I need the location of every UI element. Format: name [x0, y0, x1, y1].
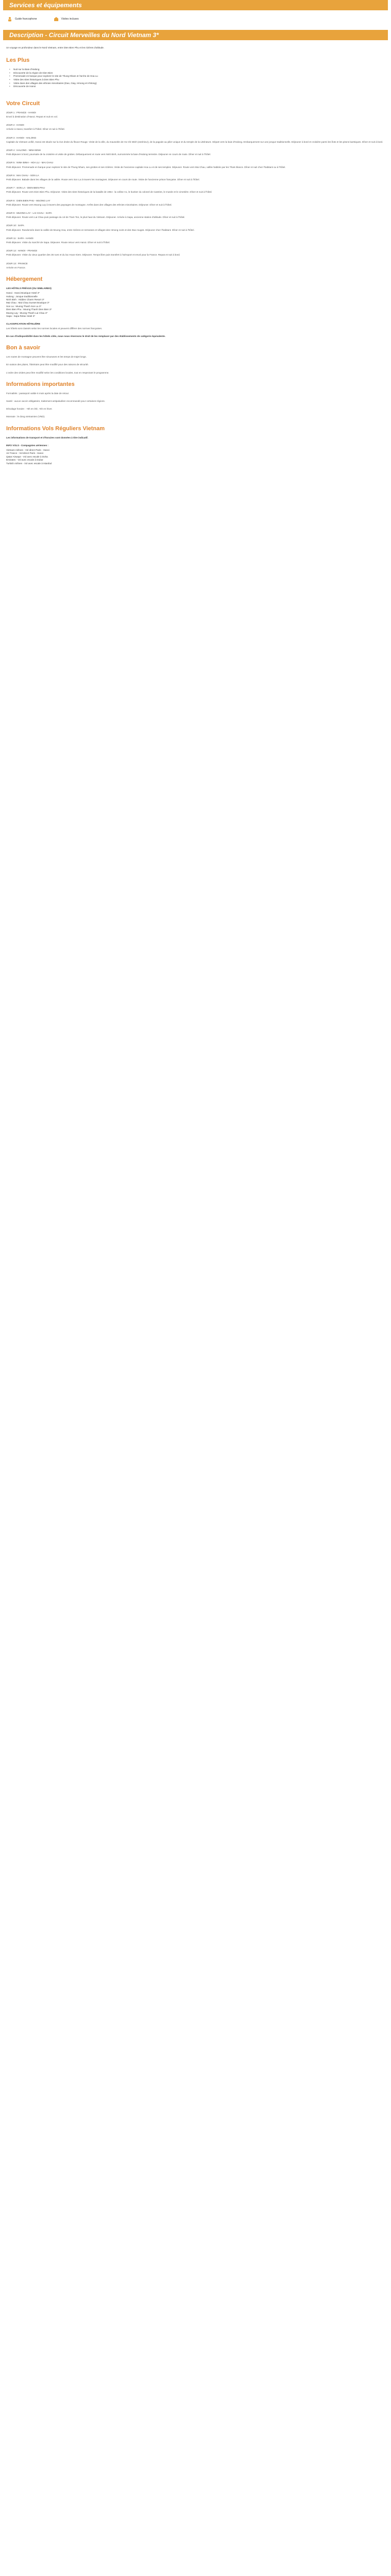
service-visits — [54, 16, 79, 22]
day-text: Petit déjeuner. Route vers Muong Lay à travers des paysages de montagne. Arrêts dans des villages des ethnies minoritaires. Déjeuner. Dîner et nuit à l'hôtel. — [6, 203, 172, 206]
plus-item: • Découverte de la région de Dien Bien — [9, 72, 385, 75]
day-block — [6, 249, 385, 257]
plus-title: Les Plus — [6, 57, 30, 64]
plus-item: • Visite des sites historiques à Dien Bien Phu — [9, 78, 385, 82]
flight-item: Turkish Airlines - Vol avec escale à Istanbul — [6, 462, 52, 465]
day-title: JOUR 3 : HANOI - HALONG — [6, 136, 37, 139]
hotel-item: Dien Bien Phu : Muong Thanh Dien Bien 3* — [6, 308, 52, 311]
infos-paragraph: Décalage horaire : +6h en été, +5h en hiver. — [6, 408, 53, 411]
infos-paragraph: Formalités : passeport valide 6 mois après la date de retour. — [6, 392, 70, 395]
hotel-item: Muong Lay : Muong Thanh Lai Chau 3* — [6, 311, 48, 314]
flight-item: Emirates - Vol avec escale à Dubaï — [6, 459, 43, 462]
day-text: Petit déjeuner. Visite du marché de Sapa. Déjeuner. Route retour vers Hanoi. Dîner et nuit à l'hôtel. — [6, 241, 110, 244]
day-block — [6, 174, 385, 181]
day-text: Arrivée en France. — [6, 266, 26, 269]
day-title: JOUR 9 : MUONG LAY - LAI CHAU - SAPA — [6, 212, 52, 215]
classification-text: Les hôtels sont classés selon les normes locales et peuvent différer des normes françaises. — [6, 327, 103, 330]
hotels-list — [6, 292, 385, 318]
services-bar: Services et équipements — [3, 0, 388, 10]
day-title: JOUR 5 : NINH BINH - HOA LU - MAI CHAU — [6, 161, 54, 164]
hotels-heading: LES HÔTELS PRÉVUS (OU SIMILAIRES) — [6, 287, 52, 290]
day-title: JOUR 4 : HALONG - NINH BINH — [6, 148, 41, 151]
hotel-item: Sapa : Sapa Relax Hotel 3* — [6, 315, 35, 318]
plus-item: • Nuit sur la Baie d'Halong — [9, 68, 385, 72]
bon-savoir-title: Bon à savoir — [6, 345, 41, 351]
day-block — [6, 224, 385, 231]
day-text: Petit déjeuner à bord, poursuite de la croisière et visite de grottes. Débarquement et route vers Ninh Binh, surnommée la baie d'Halong terrestre. Déjeuner en cours de route. Dîner et nuit à l'hôtel. — [6, 153, 211, 156]
day-text: Envol à destination d'Hanoi. Repas et nuit en vol. — [6, 115, 58, 118]
day-block — [6, 137, 385, 144]
hotel-item: Hanoi : Hanoi Boutique Hotel 3* — [6, 292, 40, 295]
description-bar: Description - Circuit Merveilles du Nord Vietnam 3* — [3, 30, 388, 40]
classification-heading: CLASSIFICATION HÔTELIÈRE — [6, 322, 40, 325]
day-title: JOUR 10 : SAPA — [6, 224, 24, 227]
infos-paragraph: Monnaie : le dong vietnamien (VND). — [6, 415, 45, 418]
day-block — [6, 237, 385, 244]
day-title: JOUR 2 : HANOI — [6, 124, 24, 127]
day-text: Petit déjeuner. Randonnée dans la vallée de Muong Hoa, entre rizières en terrasses et villages des Hmong noirs et des Dao rouges. Déjeuner chez l'habitant. Dîner et nuit à l'hôtel. — [6, 228, 194, 231]
day-text: Petit déjeuner. Balade dans les villages de la vallée. Route vers Son La à travers les montagnes. Déjeuner en cours de route. Visite de l'ancienne prison française. Dîner et nuit à l'hôtel. — [6, 178, 200, 181]
services-row — [0, 10, 391, 27]
hotel-item: Mai Chau : Mai Chau Sunset Boutique 3* — [6, 301, 50, 304]
service-guide — [7, 16, 37, 22]
day-text: Petit déjeuner. Route vers Dien Bien Phu. Déjeuner. Visite des sites historiques de la bataille de 1954 : la colline A1, le bunker du colonel de Castries, le musée et le cimetière. Dîner et nuit à l'hôtel. — [6, 191, 213, 194]
day-title: JOUR 8 : DIEN BIEN PHU - MUONG LAY — [6, 199, 51, 202]
hotel-item: Son La : Muong Thanh Son La 3* — [6, 304, 42, 308]
day-text: Petit déjeuner. Visite du vieux quartier des 36 rues et du lac Hoan Kiem. Déjeuner. Temps libre puis transfert à l'aéroport et envol pour la France. Repas et nuit à bord. — [6, 253, 181, 257]
infos-vols-intro: Les informations de transport et d'horaires sont données à titre indicatif. — [6, 436, 88, 439]
day-text: Capitale du Vietnam unifié, Hanoi est située sur la rive droite du fleuve Rouge. Visite de la ville, du mausolée de Ho Chi Minh (extérieur), de la pagode au pilier unique et du temple de la Littérature. Départ vers la baie d'Halong. Embarquement sur une jonque traditionnelle. Déjeuner à bord et croisière parmi les îlots et les pitons karstiques. Dîner et nuit à bord. — [6, 140, 383, 143]
plus-item: • Promenade en barque pour explorer le site de Thung Nham et l'arche de Hoa Lu — [9, 75, 385, 78]
circuit-days — [6, 111, 385, 269]
day-block — [6, 161, 385, 168]
plus-list — [9, 68, 385, 89]
day-text: Petit déjeuner. Promenade en barque pour explorer le site de Thung Nham, ses grottes et ses rizières. Visite de l'ancienne capitale Hoa Lu et de ses temples. Déjeuner. Route vers Mai Chau, vallée habitée par les Thaïs blancs. Dîner et nuit chez l'habitant ou à l'hôtel. — [6, 165, 286, 168]
flight-item: Vietnam Airlines - Vol direct Paris - Hanoi — [6, 448, 50, 451]
service-visits-label: Visites incluses — [61, 17, 79, 21]
visit-icon — [54, 16, 59, 22]
hebergement-title: Hébergement — [6, 276, 43, 283]
plus-item: • Visite dans des villages des ethnies minoritaires (Dao, Giay, Hmong et H'Mong) — [9, 82, 385, 86]
hotels-note: En cas d'indisponibilité dans les hôtels cités, nous nous réservons le droit de les remplacer par des établissements de catégorie équivalente. — [6, 334, 166, 337]
circuit-title: Votre Circuit — [6, 100, 40, 107]
hotel-item: Halong : Jonque traditionnelle — [6, 295, 38, 298]
day-block — [6, 212, 385, 219]
day-block — [6, 262, 385, 269]
plus-item: • Découverte de Hanoi — [9, 85, 385, 89]
flight-item: Qatar Airways - Vol avec escale à Doha — [6, 455, 48, 458]
carriers-heading: INFO VOLS - Compagnies aériennes : — [6, 444, 48, 447]
infos-vols-title: Informations Vols Réguliers Vietnam — [6, 425, 105, 432]
day-block — [6, 187, 385, 194]
day-text: Petit déjeuner. Route vers Lai Chau puis passage du col de Tram Ton, le plus haut du Vietnam. Déjeuner. Arrivée à Sapa, ancienne station d'altitude. Dîner et nuit à l'hôtel. — [6, 216, 185, 219]
service-guide-label: Guide francophone — [15, 17, 37, 21]
flights-list — [6, 449, 385, 465]
day-title: JOUR 12 : HANOI - FRANCE — [6, 249, 38, 252]
day-title: JOUR 6 : MAI CHAU - SON LA — [6, 174, 39, 177]
day-block — [6, 111, 385, 118]
day-title: JOUR 7 : SON LA - DIEN BIEN PHU — [6, 187, 45, 190]
day-block — [6, 149, 385, 156]
day-title: JOUR 1 : FRANCE - HANOI — [6, 111, 36, 114]
infos-paragraph: Santé : aucun vaccin obligatoire, traitement antipaludéen recommandé pour certaines régions. — [6, 399, 105, 402]
infos-title: Informations importantes — [6, 381, 75, 387]
flight-item: Air France - Vol direct Paris - Hanoi — [6, 452, 43, 455]
day-text: Arrivée à Hanoi, transfert à l'hôtel. Dîner et nuit à l'hôtel. — [6, 128, 65, 131]
bon-savoir-paragraph: L'ordre des visites peut être modifié selon les conditions locales, tout en respectant le programme. — [6, 371, 109, 374]
day-block — [6, 124, 385, 131]
description-intro: Un voyage en profondeur dans le Nord Vietnam, entre Dien Bien Phu et les rizières d'altitude. — [6, 46, 105, 49]
guide-icon — [7, 16, 12, 22]
bon-savoir-paragraph: Les routes de montagne peuvent être sinueuses et les temps de trajet longs. — [6, 355, 87, 359]
day-title: JOUR 11 : SAPA - HANOI — [6, 236, 34, 240]
day-title: JOUR 13 : FRANCE — [6, 262, 28, 265]
bon-savoir-paragraph: En saison des pluies, l'itinéraire peut être modifié pour des raisons de sécurité. — [6, 363, 89, 366]
hotel-item: Ninh Binh : Hidden Charm Resort 3* — [6, 298, 44, 301]
day-block — [6, 199, 385, 207]
